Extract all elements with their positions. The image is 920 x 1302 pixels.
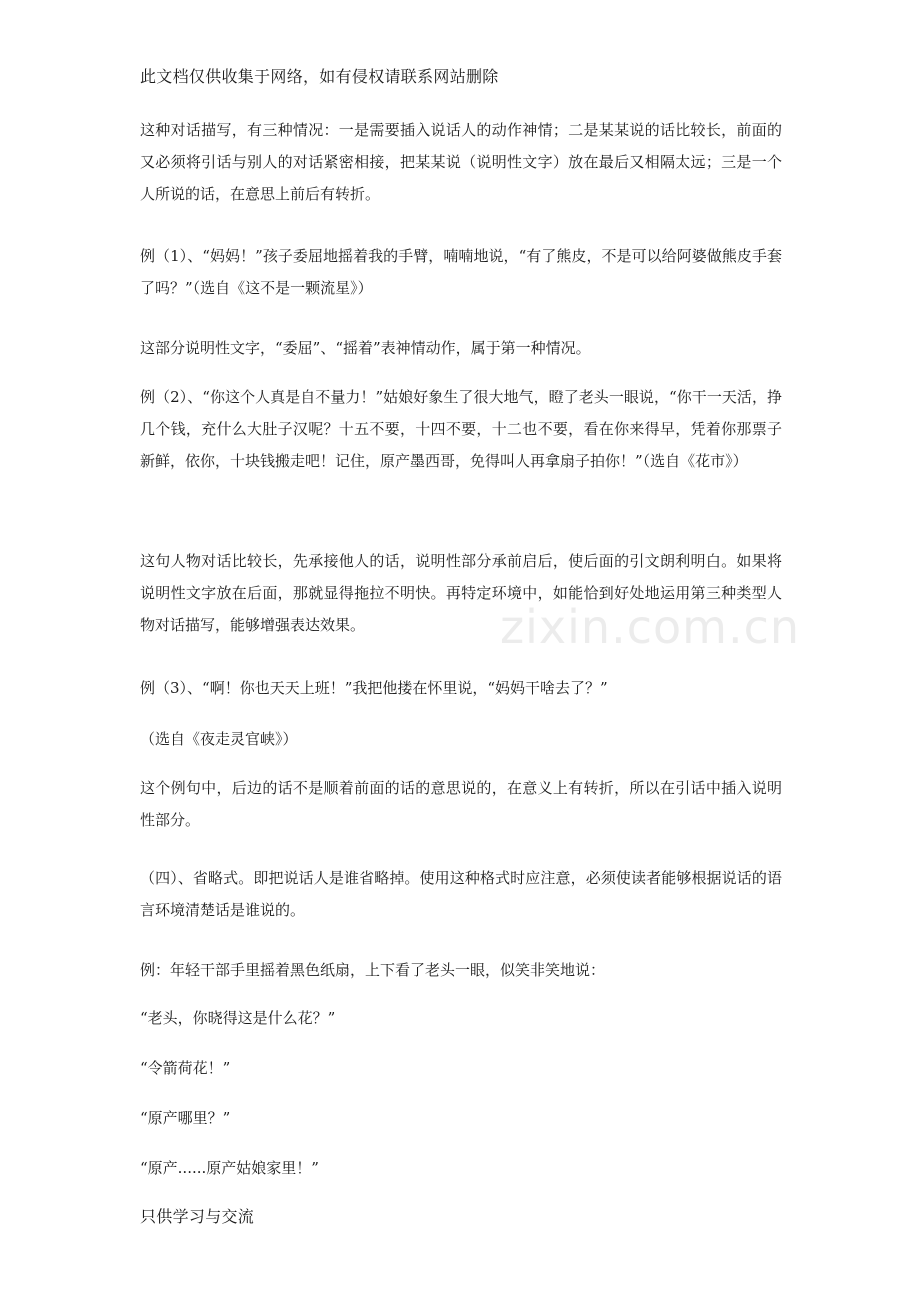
paragraph-example-3: 例（3）、“啊！你也天天上班！”我把他搂在怀里说，“妈妈干啥去了？” — [140, 679, 608, 697]
paragraph-example-4: 例：年轻干部手里摇着黑色纸扇，上下看了老头一眼，似笑非笑地说： — [140, 961, 606, 979]
dialogue-line-2: “令箭荷花！” — [140, 1059, 231, 1077]
paragraph-example-1: 例（1）、“妈妈！”孩子委屈地摇着我的手臂，喃喃地说，“有了熊皮，不是可以给阿婆做熊皮手套了吗？”（选自《这不是一颗流星》） — [140, 247, 782, 297]
dialogue-line-3: “原产哪里？” — [140, 1109, 231, 1127]
paragraph-intro: 这种对话描写，有三种情况：一是需要插入说话人的动作神情；二是某某说的话比较长，前面的又必须将引话与别人的对话紧密相接，把某某说（说明性文字）放在最后又相隔太远；三是一个人所说的话，在意思上前后有转折。 — [140, 121, 782, 203]
paragraph-explanation-1: 这部分说明性文字，“委屈”、“摇着”表神情动作，属于第一种情况。 — [140, 339, 591, 357]
paragraph-section-4: （四）、省略式。即把说话人是谁省略掉。使用这种格式时应注意，必须使读者能够根据说话的语言环境清楚话是谁说的。 — [140, 869, 782, 919]
paragraph-explanation-2: 这句人物对话比较长，先承接他人的话，说明性部分承前启后，使后面的引文朗利明白。如果将说明性文字放在后面，那就显得拖拉不明快。再特定环境中，如能恰到好处地运用第三种类型人物对话描写，能够增强表达效果。 — [140, 552, 782, 634]
dialogue-line-1: “老头，你晓得这是什么花？” — [140, 1009, 336, 1027]
page-footer: 只供学习与交流 — [140, 1207, 255, 1226]
paragraph-explanation-3: 这个例句中，后边的话不是顺着前面的话的意思说的，在意义上有转折，所以在引话中插入说明性部分。 — [140, 779, 782, 829]
page-header: 此文档仅供收集于网络，如有侵权请联系网站删除 — [140, 67, 499, 86]
paragraph-example-2: 例（2）、“你这个人真是自不量力！”姑娘好象生了很大地气，瞪了老头一眼说，“你干一天活，挣几个钱，充什么大肚子汉呢？十五不要，十四不要，十二也不要，看在你来得早，凭着你那票子新鲜，依你，十块钱搬走吧！记住，原产墨西哥，免得叫人再拿扇子拍你！”（选自《花市》） — [140, 388, 782, 470]
dialogue-line-4: “原产......原产姑娘家里！” — [140, 1159, 319, 1177]
paragraph-example-3-source: （选自《夜走灵官峡》） — [140, 730, 298, 748]
watermark: zixin.com.cn — [500, 600, 801, 654]
